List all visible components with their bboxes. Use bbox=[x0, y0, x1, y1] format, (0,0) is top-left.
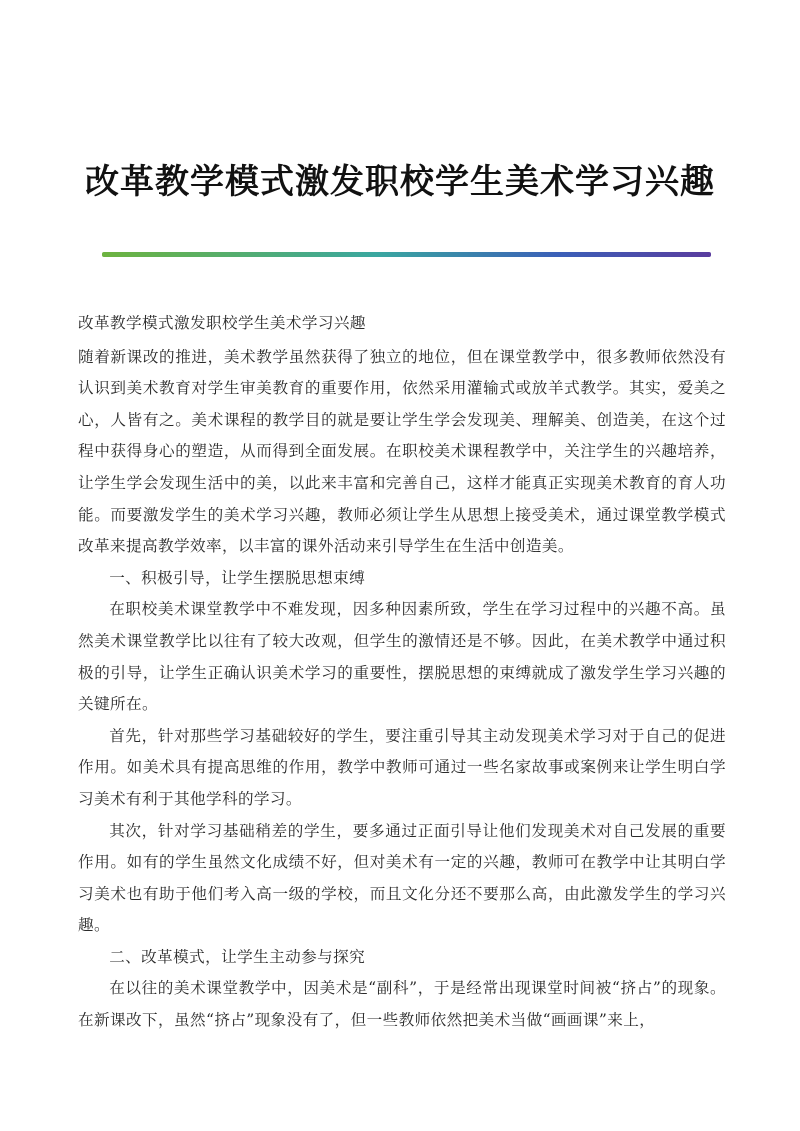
paragraph: 随着新课改的推进，美术教学虽然获得了独立的地位，但在课堂教学中，很多教师依然没有认识到美术教育对学生审美教育的重要作用，依然采用灌输式或放羊式教学。其实，爱美之心，人皆有之。美术课程的教学目的就是要让学生学会发现美、理解美、创造美，在这个过程中获得身心的塑造，从而得到全面发展。在职校美术课程教学中，关注学生的兴趣培养，让学生学会发现生活中的美，以此来丰富和完善自己，这样才能真正实现美术教育的育人功能。而要激发学生的美术学习兴趣，教师必须让学生从思想上接受美术，通过课堂教学模式改革来提高教学效率，以丰富的课外活动来引导学生在生活中创造美。 bbox=[78, 347, 726, 556]
paragraph: 其次，针对学习基础稍差的学生，要多通过正面引导让他们发现美术对自己发展的重要作用。如有的学生虽然文化成绩不好，但对美术有一定的兴趣，教师可在教学中让其明白学习美术也有助于他们考入高一级的学校，而且文化分还不要那么高，由此激发学生的学习兴趣。 bbox=[78, 821, 726, 935]
section-heading-1: 一、积极引导，让学生摆脱思想束缚 bbox=[109, 568, 366, 587]
document-body bbox=[78, 308, 726, 1037]
paragraph: 在以往的美术课堂教学中，因美术是“副科”，于是经常出现课堂时间被“挤占”的现象。在新课改下，虽然“挤占”现象没有了，但一些教师依然把美术当做“画画课”来上， bbox=[78, 979, 726, 1030]
document-subtitle: 改革教学模式激发职校学生美术学习兴趣 bbox=[78, 314, 366, 332]
title-divider bbox=[102, 252, 711, 257]
paragraph: 在职校美术课堂教学中不难发现，因多种因素所致，学生在学习过程中的兴趣不高。虽然美术课堂教学比以往有了较大改观，但学生的激情还是不够。因此，在美术教学中通过积极的引导，让学生正确认识美术学习的重要性，摆脱思想的束缚就成了激发学生学习兴趣的关键所在。 bbox=[78, 600, 726, 714]
page-title: 改革教学模式激发职校学生美术学习兴趣 bbox=[85, 162, 715, 202]
paragraph: 首先，针对那些学习基础较好的学生，要注重引导其主动发现美术学习对于自己的促进作用。如美术具有提高思维的作用，教学中教师可通过一些名家故事或案例来让学生明白学习美术有利于其他学科的学习。 bbox=[78, 726, 726, 808]
section-heading-2: 二、改革模式，让学生主动参与探究 bbox=[109, 947, 366, 966]
